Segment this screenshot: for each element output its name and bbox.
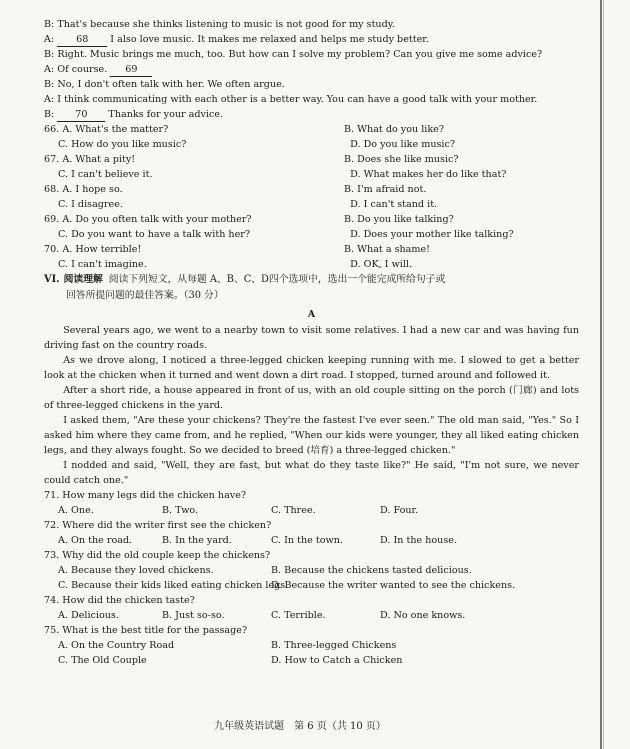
speaker: A: — [44, 64, 55, 75]
section-number: VI. — [44, 274, 60, 285]
dialogue-text: I think communicating with each other is a better way. You can have a good talk with your mother. — [57, 94, 538, 105]
option-row — [44, 122, 579, 137]
dialogue-line — [44, 92, 579, 107]
option-a[interactable]: A. On the Country Road — [58, 640, 175, 651]
page-edge-line-inner — [603, 0, 604, 749]
option-b[interactable]: B. Just so-so. — [162, 610, 225, 621]
passage-paragraph: After a short ride, a house appeared in front of us, with an old couple sitting on the porch (门廊) and lots of three-legged chickens in the yard. — [44, 385, 579, 411]
dialogue-text: I also love music. It makes me relaxed and helps me study better. — [110, 34, 429, 45]
passage-paragraph: As we drove along, I noticed a three-legged chicken keeping running with me. I slowed to get a better look at the chicken when it turned and went down a dirt road. I stopped, turned around and followed it. — [44, 355, 579, 381]
option-a[interactable]: A. What a pity! — [62, 154, 136, 165]
speaker: B: — [44, 79, 55, 90]
option-b[interactable]: B. Three-legged Chickens — [271, 640, 397, 651]
option-row — [44, 533, 579, 548]
option-a[interactable]: A. I hope so. — [62, 184, 123, 195]
answer-blank-68[interactable]: 68 — [57, 34, 107, 47]
question-number: 67. — [44, 154, 60, 165]
question-number: 68. — [44, 184, 60, 195]
page-edge-line — [600, 0, 602, 749]
option-c[interactable]: C. In the town. — [271, 535, 343, 546]
dialogue-text: Thanks for your advice. — [108, 109, 224, 120]
option-b[interactable]: B. I'm afraid not. — [344, 184, 427, 195]
option-b[interactable]: B. Does she like music? — [344, 154, 459, 165]
option-row — [44, 257, 579, 272]
option-d[interactable]: D. I can't stand it. — [350, 199, 438, 210]
option-c[interactable]: C. I can't imagine. — [58, 259, 147, 270]
option-c[interactable]: C. The Old Couple — [58, 655, 147, 666]
page-footer: 九年级英语试题 第 6 页（共 10 页） — [214, 721, 386, 732]
question-number: 70. — [44, 244, 60, 255]
option-d[interactable]: D. How to Catch a Chicken — [271, 655, 403, 666]
reading-questions — [44, 488, 579, 668]
option-a[interactable]: A. Because they loved chickens. — [58, 565, 214, 576]
dialogue-text: That's because she thinks listening to music is not good for my study. — [57, 19, 395, 30]
option-a[interactable]: A. How terrible! — [62, 244, 142, 255]
answer-blank-69[interactable]: 69 — [110, 64, 152, 77]
dialogue-line — [44, 107, 579, 122]
option-d[interactable]: D. Four. — [380, 505, 419, 516]
page-content — [44, 17, 579, 668]
question-number: 69. — [44, 214, 60, 225]
option-d[interactable]: D. OK, I will. — [350, 259, 413, 270]
dialogue-text: Of course. — [57, 64, 108, 75]
dialogue-line — [44, 47, 579, 62]
dialogue-line — [44, 62, 579, 77]
option-row — [44, 197, 579, 212]
section-instruction-cont: 回答所提问题的最佳答案。（30 分） — [66, 290, 224, 301]
question-stem: 71. How many legs did the chicken have? — [44, 490, 247, 501]
section-title: 阅读理解 — [63, 274, 103, 285]
dialogue-line — [44, 17, 579, 32]
option-c[interactable]: C. Do you want to have a talk with her? — [58, 229, 251, 240]
passage-letter: A — [307, 309, 316, 320]
question-stem: 74. How did the chicken taste? — [44, 595, 195, 606]
option-row — [44, 638, 579, 653]
option-d[interactable]: D. No one knows. — [380, 610, 466, 621]
option-b[interactable]: B. What do you like? — [344, 124, 444, 135]
speaker: A: — [44, 94, 55, 105]
passage-paragraph: I asked them, "Are these your chickens? They're the fastest I've ever seen." The old man said, "Yes." So I asked him where they came from, and he replied, "When our kids were younger, they all liked eating chicken legs, and they always fought. So we decided to breed (培育) a three-legged chicken." — [44, 415, 579, 456]
option-row — [44, 212, 579, 227]
option-a[interactable]: A. On the road. — [58, 535, 133, 546]
passage-paragraph: Several years ago, we went to a nearby town to visit some relatives. I had a new car and was having fun driving fast on the country roads. — [44, 325, 579, 351]
question-stem: 72. Where did the writer first see the chicken? — [44, 520, 272, 531]
option-row — [44, 653, 579, 668]
speaker: B: — [44, 109, 55, 120]
section-instruction: 阅读下列短文，从每题 A、B、C、D四个选项中，选出一个能完成所给句子或 — [108, 274, 446, 285]
option-d[interactable]: D. Because the writer wanted to see the chickens. — [271, 580, 516, 591]
dialogue-text: No, I don't often talk with her. We often argue. — [57, 79, 285, 90]
option-row — [44, 152, 579, 167]
dialogue-options — [44, 122, 579, 272]
question-stem: 75. What is the best title for the passage? — [44, 625, 248, 636]
option-b[interactable]: B. Do you like talking? — [344, 214, 454, 225]
option-row — [44, 137, 579, 152]
option-a[interactable]: A. Do you often talk with your mother? — [62, 214, 252, 225]
option-d[interactable]: D. Does your mother like talking? — [350, 229, 514, 240]
dialogue-text: Right. Music brings me much, too. But how can I solve my problem? Can you give me some advice? — [57, 49, 543, 60]
speaker: B: — [44, 19, 55, 30]
option-c[interactable]: C. Three. — [271, 505, 316, 516]
option-d[interactable]: D. In the house. — [380, 535, 458, 546]
passage — [44, 323, 579, 488]
dialogue-line — [44, 32, 579, 47]
option-c[interactable]: C. Terrible. — [271, 610, 326, 621]
question-stem: 73. Why did the old couple keep the chickens? — [44, 550, 271, 561]
speaker: A: — [44, 34, 55, 45]
option-row — [44, 167, 579, 182]
option-b[interactable]: B. In the yard. — [162, 535, 232, 546]
option-row — [44, 182, 579, 197]
option-c[interactable]: C. Because their kids liked eating chicken legs. — [58, 580, 289, 591]
option-d[interactable]: D. What makes her do like that? — [350, 169, 507, 180]
option-c[interactable]: C. I disagree. — [58, 199, 123, 210]
section-header — [44, 272, 579, 288]
option-a[interactable]: A. What's the matter? — [62, 124, 169, 135]
option-c[interactable]: C. How do you like music? — [58, 139, 187, 150]
passage-paragraph: I nodded and said, "Well, they are fast, but what do they taste like?" He said, "I'm not sure, we never could catch one." — [44, 460, 579, 486]
option-row — [44, 563, 579, 578]
option-row — [44, 503, 579, 518]
option-d[interactable]: D. Do you like music? — [350, 139, 456, 150]
option-row — [44, 578, 579, 593]
answer-blank-70[interactable]: 70 — [57, 109, 105, 122]
option-b[interactable]: B. What a shame! — [344, 244, 431, 255]
option-a[interactable]: A. Delicious. — [58, 610, 119, 621]
option-row — [44, 608, 579, 623]
option-b[interactable]: B. Because the chickens tasted delicious. — [271, 565, 472, 576]
option-b[interactable]: B. Two. — [162, 505, 199, 516]
option-c[interactable]: C. I can't believe it. — [58, 169, 153, 180]
question-number: 66. — [44, 124, 60, 135]
option-row — [44, 242, 579, 257]
option-row — [44, 227, 579, 242]
speaker: B: — [44, 49, 55, 60]
option-a[interactable]: A. One. — [58, 505, 94, 516]
dialogue-line — [44, 77, 579, 92]
